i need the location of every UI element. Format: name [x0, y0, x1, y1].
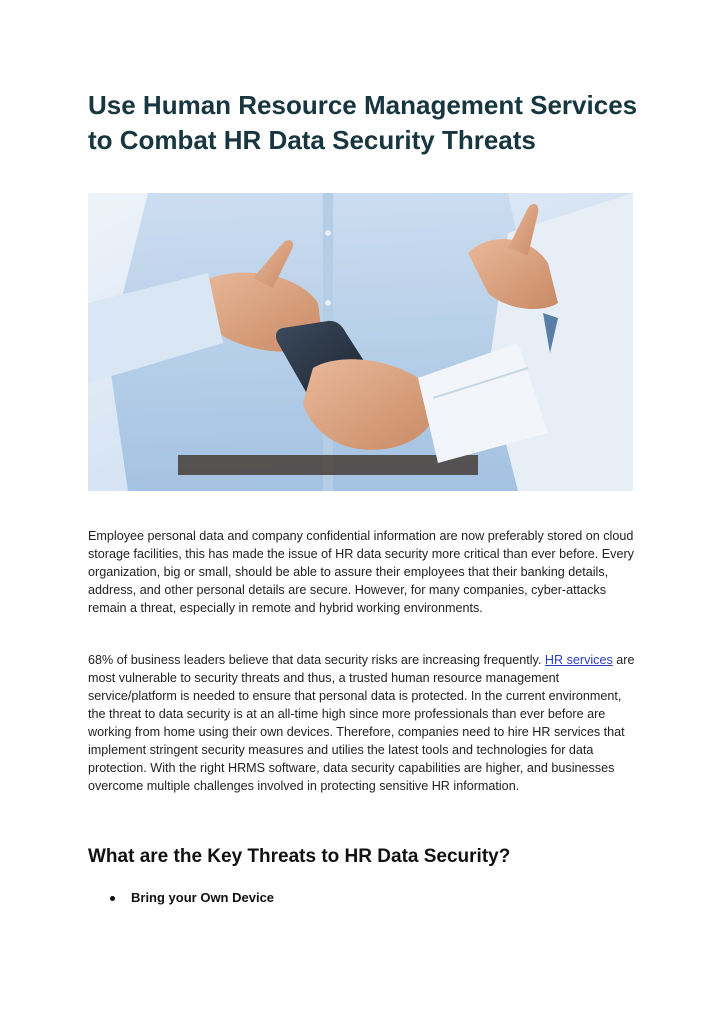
paragraph-text-start: 68% of business leaders believe that data security risks are increasing frequently.: [88, 653, 545, 667]
page-title: Use Human Resource Management Services to Combat HR Data Security Threats: [88, 90, 638, 155]
list-item-label: Bring your Own Device: [131, 890, 275, 905]
hero-photo: [88, 193, 633, 491]
statistics-paragraph: [88, 651, 636, 795]
hr-services-link[interactable]: HR services: [544, 653, 613, 667]
section-heading: What are the Key Threats to HR Data Security?: [88, 846, 511, 867]
threats-list: [108, 889, 274, 907]
bullet-icon: [110, 896, 115, 901]
intro-paragraph: Employee personal data and company confidential information are now preferably stored on cloud storage facilities, this has made the issue of HR data security more critical than ever before. Every organization, big or small, should be able to assure their employees that their banking details, address, and other personal details are secure. However, for many companies, cyber-attacks remain a threat, especially in remote and hybrid working environments.: [88, 529, 634, 615]
paragraph-text-end: are most vulnerable to security threats and thus, a trusted human resource management service/platform is needed to ensure that personal data is protected. In the current environment, the threat to data security is at an all-time high since more professionals than ever before are working from home using their own devices. Therefore, companies need to hire HR services that implement stringent security measures and utilies the latest tools and technologies for data protection. With the right HRMS software, data security capabilities are higher, and businesses overcome multiple challenges involved in protecting sensitive HR information.: [88, 653, 635, 793]
list-item: [108, 889, 274, 907]
